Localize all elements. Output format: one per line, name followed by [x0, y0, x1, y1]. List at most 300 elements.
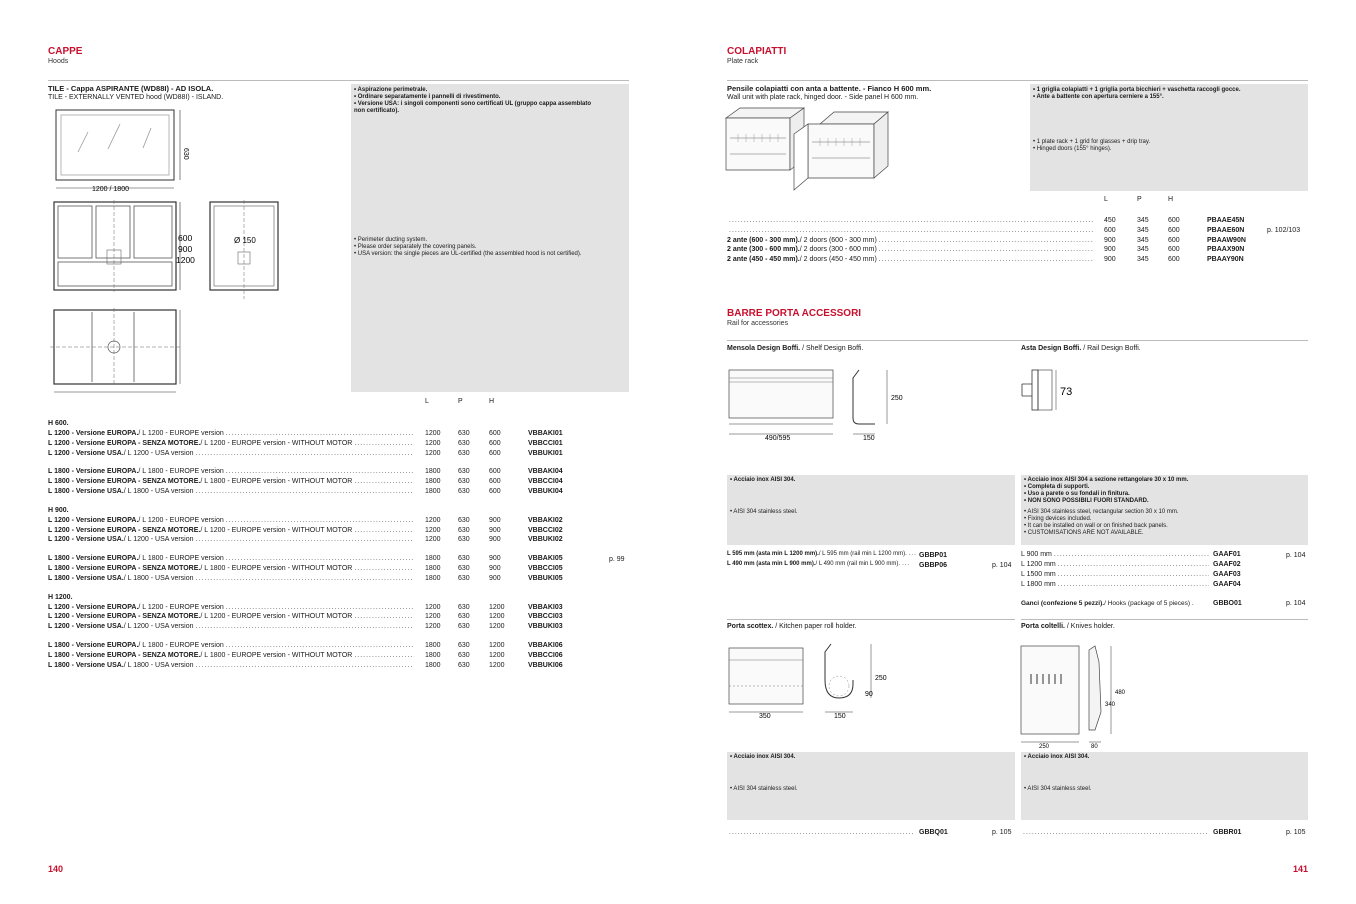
cell-p: 630 — [458, 613, 470, 621]
cell-p: 630 — [458, 526, 470, 534]
divider — [727, 80, 1308, 81]
cell-l: 1200 — [425, 603, 441, 611]
leader-dots — [879, 256, 1093, 263]
page-ref-scottex: p. 105 — [992, 829, 1012, 836]
leader-dots — [354, 527, 414, 534]
row-label: / L 1200 - EUROPE version - WITHOUT MOTOR — [200, 526, 353, 534]
product-code: VBBUKI06 — [528, 661, 563, 669]
cell-p: 345 — [1137, 217, 1149, 224]
notes-it-colapiatti — [1033, 87, 1305, 101]
row-label-bold: L 1800 - Versione EUROPA. — [48, 555, 139, 563]
table-row — [48, 565, 416, 575]
cell-l: 1200 — [425, 623, 441, 631]
row-label: / L 1200 - EUROPE version - WITHOUT MOTOR — [200, 439, 353, 447]
table-row — [48, 575, 416, 585]
product-code: VBBUKI04 — [528, 488, 563, 495]
divider — [1021, 619, 1308, 620]
cell-l: 1800 — [425, 651, 441, 659]
cell-l: 1800 — [425, 661, 441, 669]
hood-technical-drawing — [48, 104, 288, 404]
row-label: L 1800 mm — [1021, 581, 1056, 588]
row-label-bold: L 1200 - Versione USA. — [48, 536, 124, 544]
cell-p: 630 — [458, 439, 470, 447]
row-label-bold: 2 ante (300 - 600 mm). — [727, 246, 800, 254]
cell-h: 1200 — [489, 642, 505, 649]
dim-600: 600 — [178, 233, 193, 243]
note-en-line: • Perimeter ducting system. — [354, 237, 428, 243]
table-row — [727, 829, 917, 839]
leader-dots — [226, 430, 414, 437]
product-code: VBBAKI05 — [528, 555, 563, 563]
table-row — [48, 430, 416, 440]
cell-h: 600 — [489, 488, 501, 495]
table-row — [727, 237, 1095, 247]
table-row — [727, 256, 1095, 266]
mensola-title-rest: / Shelf Design Boffi. — [800, 345, 864, 352]
row-label: / L 490 mm (rail min L 900 mm). — [815, 561, 901, 567]
table-row — [48, 652, 416, 662]
row-label-bold: L 1200 - Versione EUROPA - SENZA MOTORE. — [48, 439, 201, 447]
product-code: VBBUKI02 — [528, 536, 563, 544]
page-ref-colapiatti: p. 102/103 — [1267, 227, 1301, 234]
dim-dia-150: Ø 150 — [234, 236, 256, 245]
cell-h: 900 — [489, 536, 501, 544]
leader-dots — [196, 536, 414, 543]
page-number-left: 140 — [48, 864, 64, 874]
product-code: GAAF02 — [1213, 561, 1241, 568]
row-label: / L 1200 - USA version — [123, 449, 194, 457]
cell-p: 630 — [458, 430, 470, 437]
note-it-line: • Acciaio inox AISI 304 a sezione rettangolare 30 x 10 mm. — [1024, 477, 1189, 483]
leader-dots — [729, 217, 1093, 224]
cell-h: 600 — [1168, 226, 1180, 234]
cell-p: 345 — [1137, 226, 1149, 234]
note-en-line: • USA version: the single pieces are UL-certified (the assembled hood is not certified). — [354, 251, 582, 257]
row-label-bold: L 1200 - Versione USA. — [48, 623, 124, 631]
note-en-line: • Fixing devices included. — [1024, 516, 1092, 522]
ganci-label-bold: Ganci (confezione 5 pezzi). — [1021, 600, 1105, 607]
product-code: GAAF01 — [1213, 551, 1241, 558]
leader-dots — [879, 246, 1093, 253]
note-en-line: • CUSTOMISATIONS ARE NOT AVAILABLE. — [1024, 530, 1144, 536]
row-label-bold: L 1800 - Versione USA. — [48, 574, 124, 582]
note-en-line: • Hinged doors (155° hinges). — [1033, 146, 1112, 152]
row-label: L 1500 mm — [1021, 571, 1056, 578]
note-en-mensola: • AISI 304 stainless steel. — [730, 509, 798, 515]
product-code: VBBCCI01 — [528, 439, 563, 447]
row-label: / L 1800 - EUROPE version - WITHOUT MOTOR — [200, 478, 353, 486]
page-number-right: 141 — [1293, 864, 1309, 874]
cell-l: 1800 — [425, 478, 441, 486]
col-header-h: H — [489, 398, 495, 405]
cell-p: 630 — [458, 516, 470, 524]
row-label-bold: L 1200 - Versione EUROPA - SENZA MOTORE. — [48, 613, 201, 621]
note-en-coltelli: • AISI 304 stainless steel. — [1024, 786, 1092, 792]
row-label-bold: L 1800 - Versione USA. — [48, 488, 124, 495]
cell-p: 630 — [458, 651, 470, 659]
cell-p: 630 — [458, 555, 470, 563]
row-label: / L 1200 - EUROPE version — [138, 516, 224, 524]
ganci-label: / Hooks (package of 5 pieces) . — [1104, 600, 1194, 607]
product-code: PBAAE60N — [1207, 226, 1245, 234]
cell-h: 600 — [1168, 236, 1180, 244]
leader-dots — [226, 555, 414, 562]
cell-h: 900 — [489, 565, 501, 572]
cell-l: 900 — [1104, 246, 1116, 254]
row-label-bold: L 1800 - Versione EUROPA. — [48, 468, 139, 476]
product-code: GBBQ01 — [919, 829, 948, 836]
cell-l: 600 — [1104, 226, 1116, 234]
cell-h: 1200 — [489, 651, 505, 659]
cell-h: 1200 — [489, 623, 505, 631]
group-header: H 900. — [48, 506, 69, 514]
cell-h: 600 — [1168, 256, 1180, 264]
cell-p: 630 — [458, 488, 470, 495]
dim-490-595: 490/595 — [765, 435, 791, 442]
row-label: / 2 doors (450 - 450 mm) — [799, 256, 877, 264]
row-label: / L 1200 - EUROPE version - WITHOUT MOTOR — [200, 613, 353, 621]
notes-it-asta — [1024, 477, 1188, 505]
row-label: / L 1200 - EUROPE version — [138, 430, 224, 437]
cell-h: 900 — [489, 526, 501, 534]
page-ref-coltelli: p. 105 — [1286, 829, 1306, 836]
product-code: GBBR01 — [1213, 829, 1242, 836]
scottex-title — [727, 623, 857, 630]
page-ref-mensola: p. 104 — [992, 562, 1012, 569]
dim-1200-1800: 1200 / 1800 — [92, 186, 129, 193]
product-code: VBBCCI06 — [528, 651, 563, 659]
product-code: VBBCCI03 — [528, 613, 563, 621]
row-label-bold: L 1800 - Versione EUROPA - SENZA MOTORE. — [48, 478, 201, 486]
row-label-bold: 2 ante (450 - 450 mm). — [727, 256, 800, 264]
table-row — [1021, 600, 1211, 610]
dim-250: 250 — [891, 395, 903, 402]
note-it-line: • Ante a battente con apertura cerniere a 155°. — [1033, 94, 1164, 100]
section-subtitle-cappe: Hoods — [48, 58, 69, 65]
note-it-line: • Uso a parete o su fondali in finitura. — [1024, 491, 1130, 497]
leader-dots — [226, 468, 414, 475]
note-it-mensola: • Acciaio inox AISI 304. — [730, 477, 796, 483]
cell-l: 1800 — [425, 642, 441, 649]
note-en-scottex: • AISI 304 stainless steel. — [730, 786, 798, 792]
leader-dots — [196, 575, 414, 582]
row-label-bold: L 1200 - Versione EUROPA. — [48, 603, 139, 611]
cell-h: 1200 — [489, 603, 505, 611]
product-code: PBAAX90N — [1207, 246, 1245, 254]
notes-it-tile — [354, 87, 626, 115]
product-code: VBBCCI02 — [528, 526, 563, 534]
table-row — [48, 613, 416, 623]
dim-90: 90 — [865, 691, 873, 698]
cell-h: 600 — [1168, 246, 1180, 254]
col-header-l: L — [425, 398, 429, 405]
cell-l: 1800 — [425, 488, 441, 495]
table-row — [48, 555, 416, 565]
note-it-line: non certificato). — [354, 108, 400, 114]
leader-dots — [226, 642, 414, 649]
product-subtitle-tile: TILE - EXTERNALLY VENTED hood (WD88I) - ISLAND. — [48, 94, 224, 101]
asta-title-bold: Asta Design Boffi. — [1021, 345, 1082, 352]
row-label: / L 1800 - USA version — [123, 488, 194, 495]
mensola-title — [727, 345, 863, 352]
cell-h: 600 — [1168, 217, 1180, 224]
cell-p: 345 — [1137, 256, 1149, 264]
row-label: / L 1800 - EUROPE version - WITHOUT MOTOR — [200, 565, 353, 572]
cell-h: 1200 — [489, 661, 505, 669]
row-label: / 2 doors (600 - 300 mm) — [799, 236, 877, 244]
product-code: VBBAKI01 — [528, 430, 563, 437]
product-code: VBBCCI04 — [528, 478, 563, 486]
dim-250: 250 — [1039, 744, 1050, 750]
col-header-l: L — [1104, 196, 1108, 203]
cell-l: 1200 — [425, 439, 441, 447]
note-it-line: • 1 griglia colapiatti + 1 griglia porta bicchieri + vaschetta raccogli gocce. — [1033, 87, 1241, 93]
leader-dots — [196, 488, 414, 495]
product-code: GBBP01 — [919, 552, 948, 559]
col-header-h: H — [1168, 196, 1174, 203]
table-row — [48, 527, 416, 537]
cell-p: 345 — [1137, 236, 1149, 244]
note-it-line: • Completa di supporti. — [1024, 484, 1090, 490]
note-it-line: • Ordinare separatamente i pannelli di rivestimento. — [354, 94, 501, 100]
mensola-title-bold: Mensola Design Boffi. — [727, 345, 801, 352]
table-row — [48, 468, 416, 478]
leader-dots — [354, 613, 414, 620]
row-label-bold: L 1200 - Versione EUROPA. — [48, 430, 139, 437]
cell-h: 600 — [489, 430, 501, 437]
dim-150: 150 — [863, 435, 875, 442]
asta-title-rest: / Rail Design Boffi. — [1081, 345, 1141, 352]
notes-en-asta — [1024, 509, 1179, 537]
product-code: VBBUKI03 — [528, 623, 563, 631]
cell-h: 600 — [489, 478, 501, 486]
row-label-bold: L 1200 - Versione EUROPA - SENZA MOTORE. — [48, 526, 201, 534]
leader-dots — [729, 227, 1093, 234]
cell-h: 900 — [489, 555, 501, 563]
row-label: L 900 mm — [1021, 551, 1052, 558]
cell-p: 630 — [458, 661, 470, 669]
cell-l: 1800 — [425, 555, 441, 563]
row-label-bold: L 1800 - Versione EUROPA - SENZA MOTORE. — [48, 651, 201, 659]
table-row — [48, 642, 416, 652]
note-en-line: • AISI 304 stainless steel, rectangular section 30 x 10 mm. — [1024, 509, 1179, 515]
table-row — [48, 517, 416, 527]
leader-dots — [1058, 571, 1209, 578]
product-code: VBBAKI06 — [528, 642, 563, 649]
dim-480: 480 — [1115, 690, 1126, 696]
cell-l: 1200 — [425, 613, 441, 621]
note-en-line: • It can be installed on wall or on finished back panels. — [1024, 523, 1168, 529]
coltelli-title-bold: Porta coltelli. — [1021, 623, 1065, 630]
row-label: / L 595 mm (rail min L 1200 mm). — [818, 551, 907, 557]
leader-dots — [354, 478, 414, 485]
leader-dots — [196, 662, 414, 669]
cell-p: 630 — [458, 642, 470, 649]
leader-dots — [1058, 581, 1209, 588]
leader-dots — [226, 604, 414, 611]
product-code: GBBP06 — [919, 562, 948, 569]
product-code: PBAAW90N — [1207, 236, 1246, 244]
cell-p: 630 — [458, 623, 470, 631]
cell-p: 630 — [458, 565, 470, 572]
table-row — [727, 246, 1095, 256]
product-code: PBAAY90N — [1207, 256, 1244, 264]
cell-l: 1800 — [425, 574, 441, 582]
table-row — [48, 478, 416, 488]
section-title-colapiatti: COLAPIATTI — [727, 46, 787, 57]
divider — [48, 80, 629, 81]
cell-l: 900 — [1104, 236, 1116, 244]
row-label-bold: L 490 mm (asta min L 900 mm). — [727, 561, 816, 567]
scottex-title-rest: / Kitchen paper roll holder. — [773, 623, 857, 630]
cell-l: 1800 — [425, 565, 441, 572]
table-row — [48, 440, 416, 450]
cell-p: 630 — [458, 449, 470, 457]
leader-dots — [1058, 561, 1209, 568]
row-label-bold: L 1800 - Versione EUROPA - SENZA MOTORE. — [48, 565, 201, 572]
table-row — [48, 604, 416, 614]
cell-p: 630 — [458, 574, 470, 582]
row-label-bold: L 1200 - Versione USA. — [48, 449, 124, 457]
table-row — [727, 227, 1095, 237]
product-code: VBBUKI05 — [528, 574, 563, 582]
notes-en-tile — [354, 237, 626, 258]
dim-350: 350 — [759, 713, 771, 720]
row-label: / L 1800 - EUROPE version - WITHOUT MOTOR — [200, 651, 353, 659]
row-label: / L 1200 - USA version — [123, 623, 194, 631]
page-ref: p. 99 — [609, 555, 625, 563]
cell-h: 900 — [489, 574, 501, 582]
row-label: / L 1800 - USA version — [123, 661, 194, 669]
note-it-coltelli: • Acciaio inox AISI 304. — [1024, 754, 1090, 760]
product-subtitle-colapiatti: Wall unit with plate rack, hinged door. - Side panel H 600 mm. — [727, 94, 919, 101]
cell-l: 1200 — [425, 516, 441, 524]
dim-900: 900 — [178, 244, 193, 254]
row-label: / L 1200 - EUROPE version — [138, 603, 224, 611]
notes-en-colapiatti — [1033, 139, 1305, 153]
table-row — [48, 623, 416, 633]
cell-l: 900 — [1104, 256, 1116, 264]
table-row — [48, 536, 416, 546]
cell-l: 1200 — [425, 449, 441, 457]
product-code: GAAF04 — [1213, 581, 1241, 588]
dim-80: 80 — [1091, 744, 1098, 750]
table-row — [1021, 551, 1211, 561]
product-title-colapiatti: Pensile colapiatti con anta a battente. - Fianco H 600 mm. — [727, 84, 932, 93]
row-label: / L 1800 - EUROPE version — [138, 555, 224, 563]
row-label: / L 1800 - USA version — [123, 574, 194, 582]
cell-l: 1200 — [425, 536, 441, 544]
row-label: / L 1200 - USA version — [123, 536, 194, 544]
asta-title — [1021, 345, 1141, 352]
section-subtitle-barre: Rail for accessories — [727, 320, 789, 327]
coltelli-title — [1021, 623, 1115, 630]
leader-dots — [196, 450, 414, 457]
page-ref-ganci: p. 104 — [1286, 600, 1306, 607]
note-en-line: • 1 plate rack + 1 grid for glasses + drip tray. — [1033, 139, 1151, 145]
leader-dots — [196, 623, 414, 630]
row-label-bold: L 1800 - Versione EUROPA. — [48, 642, 139, 649]
cell-l: 450 — [1104, 217, 1116, 224]
product-code: VBBAKI03 — [528, 603, 563, 611]
table-row — [1021, 829, 1211, 839]
product-code: GAAF03 — [1213, 571, 1241, 578]
scottex-title-bold: Porta scottex. — [727, 623, 774, 630]
product-title-tile: TILE - Cappa ASPIRANTE (WD88I) - AD ISOLA. — [48, 84, 214, 93]
note-en-line: • Please order separately the covering panels. — [354, 244, 477, 250]
section-subtitle-colapiatti: Plate rack — [727, 58, 759, 65]
cell-p: 630 — [458, 468, 470, 476]
dim-630: 630 — [182, 148, 189, 160]
cell-h: 1200 — [489, 613, 505, 621]
plate-rack-illustration — [724, 104, 894, 194]
shelf-drawing — [727, 362, 927, 452]
cell-h: 600 — [489, 449, 501, 457]
section-title-cappe: CAPPE — [48, 46, 83, 57]
row-label: L 1200 mm — [1021, 561, 1056, 568]
cell-h: 600 — [489, 468, 501, 476]
leader-dots — [226, 517, 414, 524]
product-code: PBAAE45N — [1207, 217, 1245, 224]
paper-roll-holder-drawing — [727, 640, 927, 730]
dim-150: 150 — [834, 713, 846, 720]
table-row — [48, 488, 416, 498]
cell-l: 1200 — [425, 430, 441, 437]
row-label: / L 1800 - EUROPE version — [138, 468, 224, 476]
coltelli-title-rest: / Knives holder. — [1064, 623, 1115, 630]
product-code: VBBCCI05 — [528, 565, 563, 572]
section-title-barre: BARRE PORTA ACCESSORI — [727, 308, 862, 319]
product-code: VBBAKI02 — [528, 516, 563, 524]
note-it-line: • NON SONO POSSIBILI FUORI STANDARD. — [1024, 498, 1149, 504]
table-row — [1021, 581, 1211, 591]
row-label-bold: 2 ante (600 - 300 mm). — [727, 236, 800, 244]
table-row — [1021, 571, 1211, 581]
product-code: VBBAKI04 — [528, 468, 563, 476]
leader-dots — [354, 565, 414, 572]
cell-p: 345 — [1137, 246, 1149, 254]
divider — [727, 340, 1308, 341]
page-ref-asta: p. 104 — [1286, 552, 1306, 559]
leader-dots — [879, 237, 1093, 244]
table-row — [48, 662, 416, 672]
table-row — [48, 450, 416, 460]
group-header: H 1200. — [48, 593, 73, 601]
cell-p: 630 — [458, 478, 470, 486]
cell-h: 600 — [489, 439, 501, 447]
row-label-bold: L 595 mm (asta min L 1200 mm). — [727, 551, 819, 557]
cell-l: 1800 — [425, 468, 441, 476]
cell-l: 1200 — [425, 526, 441, 534]
knife-holder-drawing — [1019, 642, 1199, 752]
note-it-scottex: • Acciaio inox AISI 304. — [730, 754, 796, 760]
dim-73: 73 — [1060, 386, 1073, 398]
row-label-bold: L 1800 - Versione USA. — [48, 661, 124, 669]
table-row — [727, 217, 1095, 227]
dim-250: 250 — [875, 675, 887, 682]
leader-dots — [354, 440, 414, 447]
cell-h: 900 — [489, 516, 501, 524]
table-row — [1021, 561, 1211, 571]
col-header-p: P — [458, 398, 463, 405]
dim-340: 340 — [1105, 702, 1116, 708]
cell-p: 630 — [458, 603, 470, 611]
dim-1200: 1200 — [176, 255, 195, 265]
row-label-bold: L 1200 - Versione EUROPA. — [48, 516, 139, 524]
divider — [727, 619, 1015, 620]
note-it-line: • Aspirazione perimetrale. — [354, 87, 428, 93]
note-it-line: • Versione USA: i singoli componenti sono certificati UL (gruppo cappa assemblato — [354, 101, 592, 107]
